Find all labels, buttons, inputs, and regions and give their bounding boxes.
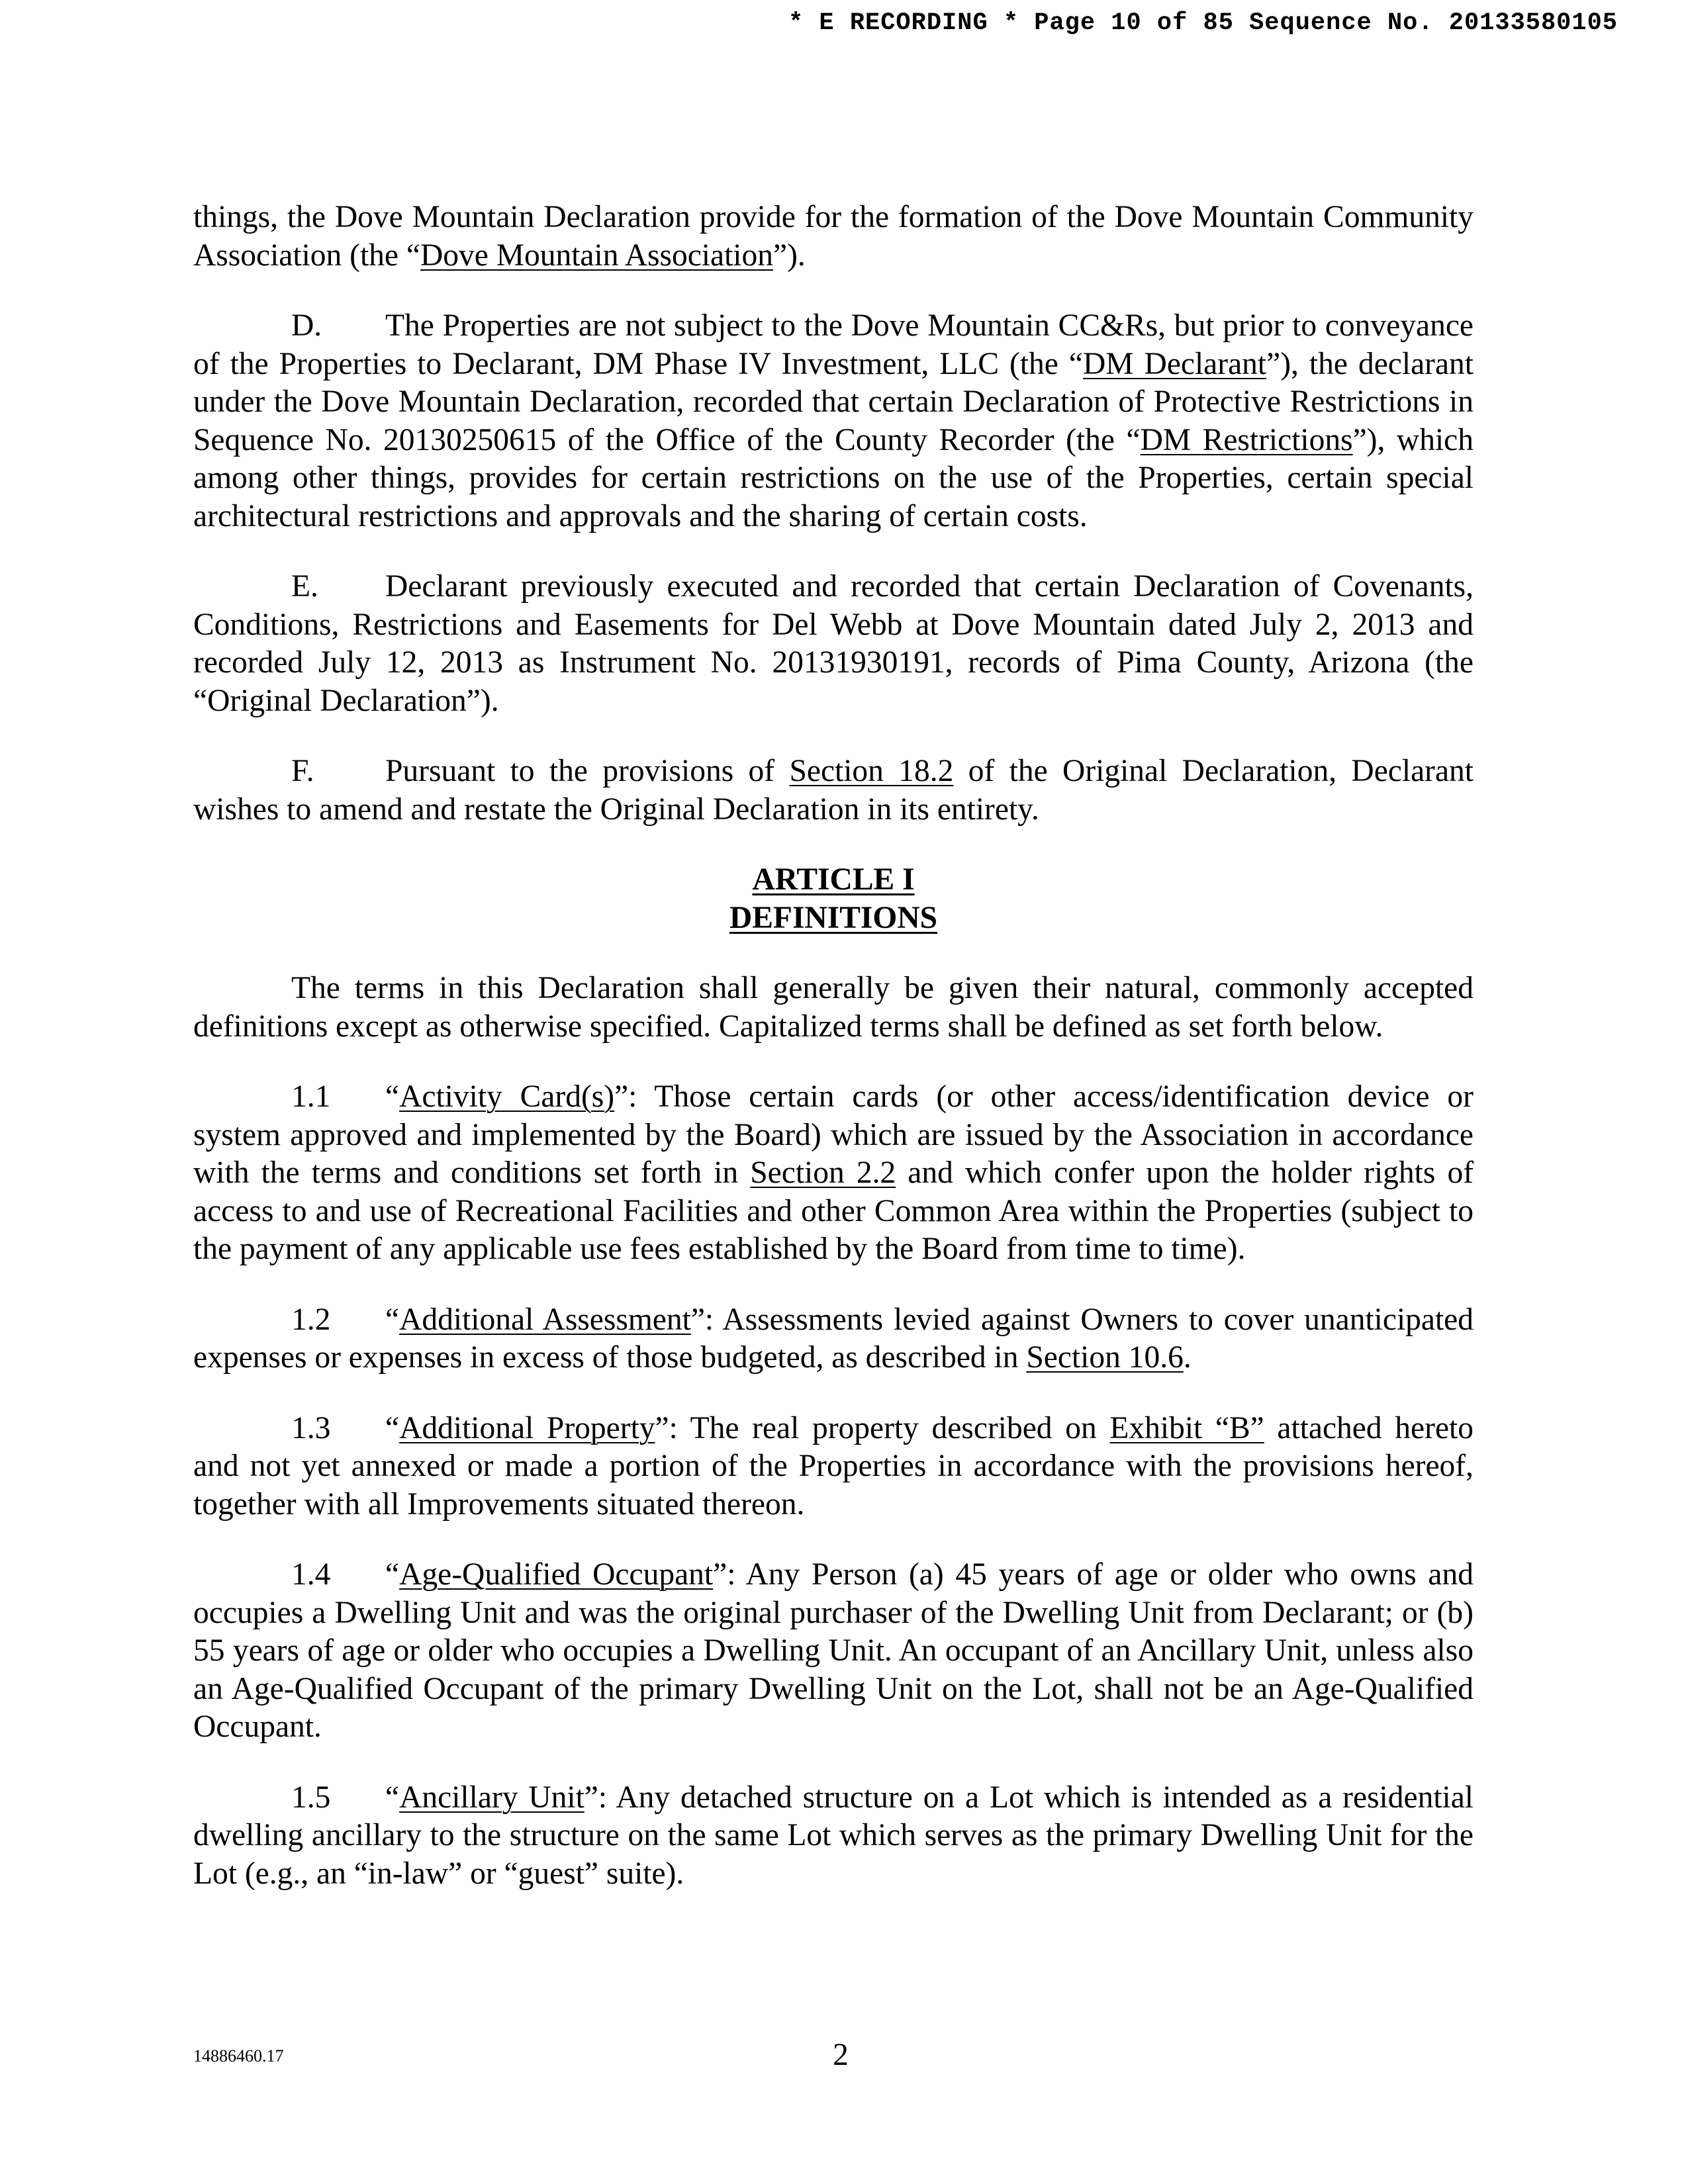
paragraph-continuation: things, the Dove Mountain Declaration provide for the formation of the Dove Mountain Community Association (the “Dove Mountain Association”). <box>193 200 1474 273</box>
definitions-intro: The terms in this Declaration shall generally be given their natural, commonly accepted definitions except as otherwise specified. Capitalized terms shall be defined as set forth below. <box>193 971 1474 1044</box>
defined-term: Ancillary Unit <box>399 1780 585 1815</box>
definition-number: 1.5 <box>291 1780 331 1815</box>
recital-e: E. Declarant previously executed and recorded that certain Declaration of Covenants, Conditions, Restrictions and Easements for Del Webb at Dove Mountain dated July 2, 2013 and recorded July 12, 2013 as Instrument No. 20131930191, records of Pima County, Arizona (the “Original Declaration”). <box>193 569 1474 718</box>
defined-term: Dove Mountain Association <box>420 238 773 273</box>
recital-f: F. Pursuant to the provisions of Section 18.2 of the Original Declaration, Declarant wishes to amend and restate the Original Declaration in its entirety. <box>193 754 1474 827</box>
article-title: DEFINITIONS <box>729 900 938 935</box>
defined-term: Additional Assessment <box>399 1302 691 1337</box>
definition-number: 1.4 <box>291 1557 331 1592</box>
document-body <box>193 199 1474 1925</box>
definition-1-3: 1.3 “Additional Property”: The real property described on Exhibit “B” attached hereto and not yet annexed or made a portion of the Properties in accordance with the provisions hereof, together with all Improvements situated thereon. <box>193 1410 1474 1522</box>
exhibit-reference: Exhibit “B” <box>1109 1410 1264 1445</box>
defined-term: DM Restrictions <box>1140 422 1353 457</box>
recital-label: F. <box>291 754 314 788</box>
article-heading <box>193 861 1474 937</box>
definition-number: 1.1 <box>291 1079 331 1114</box>
defined-term: Activity Card(s) <box>399 1079 615 1114</box>
section-reference: Section 10.6 <box>1026 1340 1184 1375</box>
defined-term: DM Declarant <box>1082 346 1267 381</box>
defined-term: Additional Property <box>399 1410 655 1445</box>
section-reference: Section 18.2 <box>789 754 954 788</box>
definition-1-5: 1.5 “Ancillary Unit”: Any detached structure on a Lot which is intended as a residential dwelling ancillary to the structure on the same Lot which serves as the primary Dwelling Unit for the Lot (e.g., an “in-law” or “guest” suite). <box>193 1780 1474 1891</box>
recital-d: D. The Properties are not subject to the Dove Mountain CC&Rs, but prior to conveyance of the Properties to Declarant, DM Phase IV Investment, LLC (the “DM Declarant”), the declarant under the Dove Mountain Declaration, recorded that certain Declaration of Protective Restrictions in Sequence No. 20130250615 of the Office of the County Recorder (the “DM Restrictions”), which among other things, provides for certain restrictions on the use of the Properties, certain special architectural restrictions and approvals and the sharing of certain costs. <box>193 308 1474 533</box>
definition-1-2: 1.2 “Additional Assessment”: Assessments levied against Owners to cover unanticipated expenses or expenses in excess of those budgeted, as described in Section 10.6. <box>193 1302 1474 1375</box>
defined-term: Age-Qualified Occupant <box>399 1557 714 1592</box>
recital-label: D. <box>291 308 322 343</box>
document-id: 14886460.17 <box>193 2046 284 2066</box>
page-number: 2 <box>833 2038 849 2072</box>
article-number: ARTICLE I <box>752 862 915 897</box>
recital-label: E. <box>291 569 318 604</box>
definition-1-1: 1.1 “Activity Card(s)”: Those certain cards (or other access/identification device or system approved and implemented by the Board) which are issued by the Association in accordance with the terms and conditions set forth in Section 2.2 and which confer upon the holder rights of access to and use of Recreational Facilities and other Common Area within the Properties (subject to the payment of any applicable use fees established by the Board from time to time). <box>193 1079 1474 1266</box>
definition-1-4: 1.4 “Age-Qualified Occupant”: Any Person (a) 45 years of age or older who owns and occupies a Dwelling Unit and was the original purchaser of the Dwelling Unit from Declarant; or (b) 55 years of age or older who occupies a Dwelling Unit. An occupant of an Ancillary Unit, unless also an Age-Qualified Occupant of the primary Dwelling Unit on the Lot, shall not be an Age-Qualified Occupant. <box>193 1557 1474 1744</box>
definition-number: 1.3 <box>291 1410 331 1445</box>
definition-number: 1.2 <box>291 1302 331 1337</box>
section-reference: Section 2.2 <box>750 1156 896 1190</box>
recording-header: * E RECORDING * Page 10 of 85 Sequence No. 20133580105 <box>788 9 1618 37</box>
